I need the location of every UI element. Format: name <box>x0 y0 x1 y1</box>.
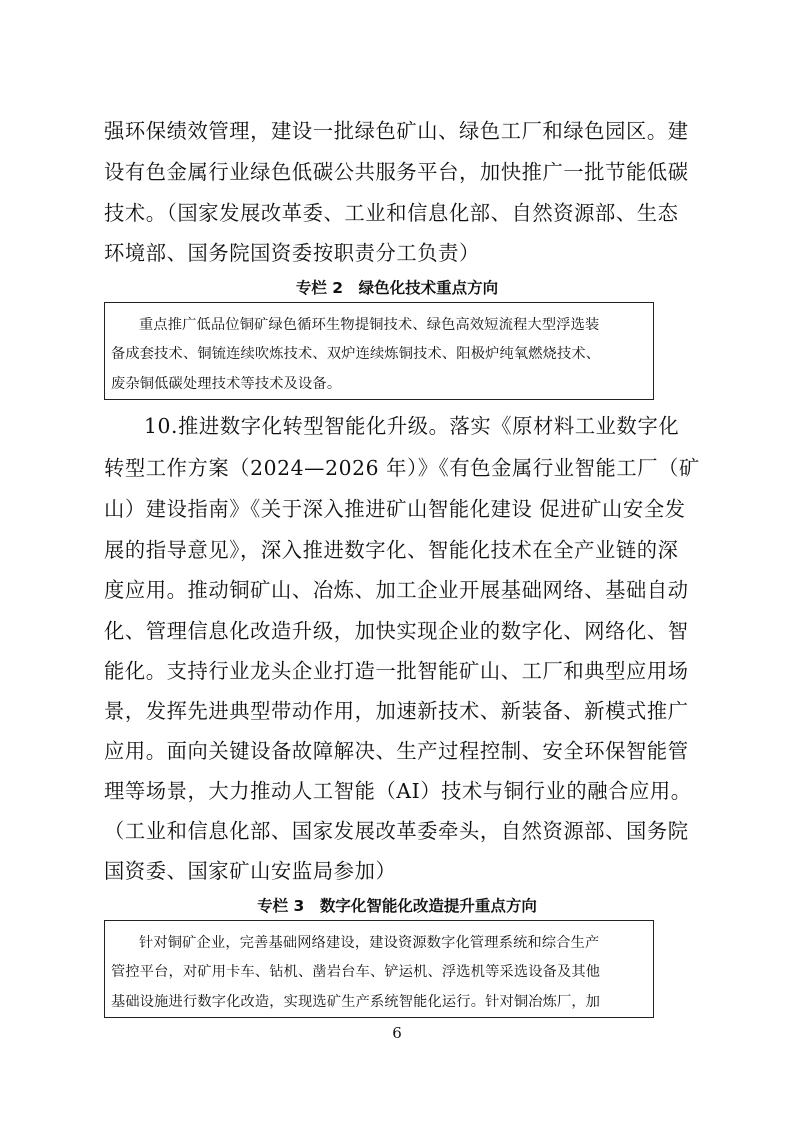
paragraph1-line-2: 设有色金属行业绿色低碳公共服务平台，加快推广一批节能低碳 <box>104 160 689 184</box>
paragraph2-line-5: 度应用。推动铜矿山、冶炼、加工企业开展基础网络、基础自动 <box>104 578 689 602</box>
paragraph2-line-6: 化、管理信息化改造升级，加快实现企业的数字化、网络化、智 <box>104 619 689 643</box>
paragraph2-line-11: （工业和信息化部、国家发展改革委牵头，自然资源部、国务院 <box>104 819 689 843</box>
paragraph2-line-8: 景，发挥先进典型带动作用，加速新技术、新装备、新模式推广 <box>104 699 689 723</box>
column2-box <box>104 302 654 400</box>
paragraph2-line-3: 山）建设指南》《关于深入推进矿山智能化建设 促进矿山安全发 <box>104 497 686 521</box>
paragraph2-line-7: 能化。支持行业龙头企业打造一批智能矿山、工厂和典型应用场 <box>104 659 689 683</box>
column3-box <box>104 920 654 1018</box>
column3-line-3: 基础设施进行数字化改造，实现选矿生产系统智能化运行。针对铜冶炼厂，加 <box>111 994 601 1010</box>
page-number: 6 <box>392 1024 402 1042</box>
column2-title: 专栏 2 绿色化技术重点方向 <box>295 279 499 297</box>
paragraph1-line-4: 环境部、国务院国资委按职责分工负责） <box>104 241 480 265</box>
paragraph2-line-10: 理等场景，大力推动人工智能（AI）技术与铜行业的融合应用。 <box>104 779 692 803</box>
paragraph2-line-2: 转型工作方案（2024—2026 年）》《有色金属行业智能工厂（矿 <box>104 456 700 480</box>
column2-line-1: 重点推广低品位铜矿绿色循环生物提铜技术、绿色高效短流程大型浮选装 <box>139 317 600 333</box>
column2-line-2: 备成套技术、铜锍连续吹炼技术、双炉连续炼铜技术、阳极炉纯氧燃烧技术、 <box>111 346 601 362</box>
paragraph1-line-1: 强环保绩效管理，建设一批绿色矿山、绿色工厂和绿色园区。建 <box>104 119 689 143</box>
paragraph2-line-9: 应用。面向关键设备故障解决、生产过程控制、安全环保智能管 <box>104 739 689 763</box>
paragraph1-line-3: 技术。（国家发展改革委、工业和信息化部、自然资源部、生态 <box>104 201 679 225</box>
paragraph2-line-4: 展的指导意见》，深入推进数字化、智能化技术在全产业链的深 <box>104 538 679 562</box>
column3-line-1: 针对铜矿企业，完善基础网络建设，建设资源数字化管理系统和综合生产 <box>139 935 600 951</box>
paragraph2-line-1: 10.推进数字化转型智能化升级。落实《原材料工业数字化 <box>144 414 680 438</box>
column2-line-3: 废杂铜低碳处理技术等技术及设备。 <box>111 376 342 392</box>
column3-line-2: 管控平台，对矿用卡车、钻机、凿岩台车、铲运机、浮选机等采选设备及其他 <box>111 964 601 980</box>
paragraph2-line-12: 国资委、国家矿山安监局参加） <box>104 859 397 883</box>
column3-title: 专栏 3 数字化智能化改造提升重点方向 <box>257 897 537 915</box>
